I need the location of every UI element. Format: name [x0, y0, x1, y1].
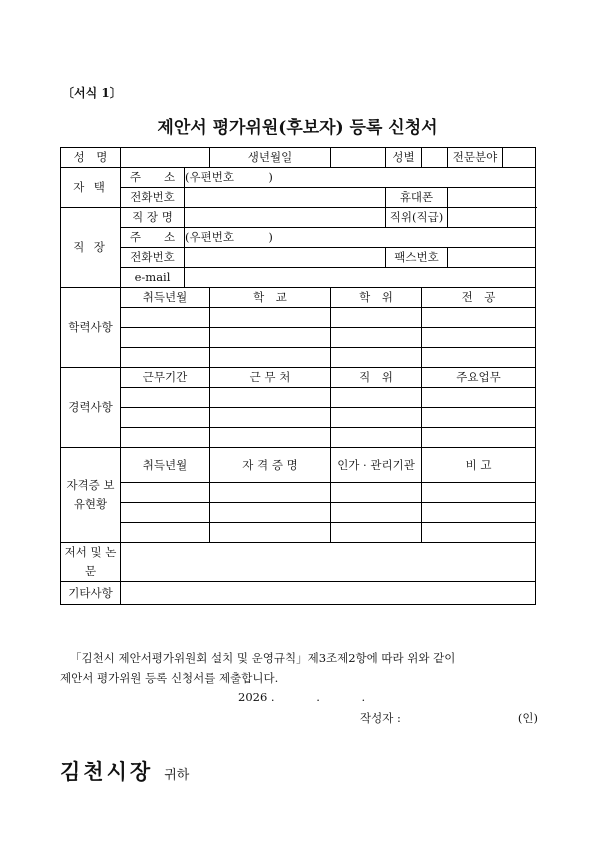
application-form-table	[60, 147, 536, 605]
other-field[interactable]	[121, 582, 536, 605]
work-name-row	[61, 208, 536, 228]
other-row	[61, 582, 536, 605]
document-title: 제안서 평가위원(후보자) 등록 신청서	[157, 118, 438, 138]
home-address-field[interactable]	[185, 168, 536, 188]
gender-label: 성별	[386, 148, 422, 168]
home-address-row	[61, 168, 536, 188]
publications-field[interactable]	[121, 543, 536, 582]
license-header-remarks: 비 고	[422, 448, 536, 483]
basic-info-row	[61, 148, 536, 168]
career-header-workplace: 근 무 처	[210, 368, 331, 388]
home-address-label: 주 소	[121, 168, 185, 188]
license-row	[61, 483, 536, 503]
career-cell[interactable]	[422, 408, 536, 428]
career-cell[interactable]	[210, 408, 331, 428]
career-cell[interactable]	[210, 428, 331, 448]
license-cell[interactable]	[331, 523, 422, 543]
license-header-row	[61, 448, 536, 483]
license-cell[interactable]	[121, 503, 210, 523]
license-cell[interactable]	[121, 483, 210, 503]
declaration-line-2: 제안서 평가위원 등록 신청서를 제출합니다.	[60, 671, 279, 685]
date-month-dot: .	[316, 690, 320, 704]
workplace-label: 직 장 명	[121, 208, 185, 228]
other-section-label: 기타사항	[61, 582, 121, 605]
submission-date	[238, 690, 365, 704]
career-cell[interactable]	[331, 388, 422, 408]
declaration-text	[60, 648, 540, 688]
education-header-major: 전 공	[422, 288, 536, 308]
date-day-dot: .	[361, 690, 366, 704]
education-row	[61, 348, 536, 368]
work-address-field[interactable]	[185, 228, 536, 248]
position-label: 직위(직급)	[386, 208, 448, 228]
signature-line	[360, 710, 538, 726]
license-header-date: 취득년월	[121, 448, 210, 483]
career-cell[interactable]	[331, 428, 422, 448]
career-cell[interactable]	[121, 428, 210, 448]
education-cell[interactable]	[121, 328, 210, 348]
recipient-line	[60, 756, 189, 786]
form-number-label: 〔서식 1〕	[62, 86, 122, 100]
career-cell[interactable]	[121, 388, 210, 408]
career-header-period: 근무기간	[121, 368, 210, 388]
home-phone-row	[61, 188, 536, 208]
position-field[interactable]	[448, 208, 536, 228]
education-cell[interactable]	[210, 328, 331, 348]
work-phone-row	[61, 248, 536, 268]
mobile-label: 휴대폰	[386, 188, 448, 208]
email-label: e-mail	[121, 268, 185, 288]
license-cell[interactable]	[210, 523, 331, 543]
license-row	[61, 503, 536, 523]
home-section-label: 자 택	[61, 168, 121, 208]
birth-date-label: 생년월일	[210, 148, 331, 168]
name-field[interactable]	[121, 148, 210, 168]
license-section-label: 자격증 보유현황	[61, 448, 121, 543]
seal-mark: (인)	[517, 711, 538, 725]
writer-label: 작성자 :	[360, 711, 401, 725]
career-row	[61, 408, 536, 428]
career-cell[interactable]	[121, 408, 210, 428]
work-section-label: 직 장	[61, 208, 121, 288]
work-phone-label: 전화번호	[121, 248, 185, 268]
workplace-field[interactable]	[185, 208, 386, 228]
gender-field[interactable]	[422, 148, 448, 168]
career-cell[interactable]	[422, 388, 536, 408]
email-field[interactable]	[185, 268, 536, 288]
career-cell[interactable]	[331, 408, 422, 428]
career-header-row	[61, 368, 536, 388]
license-cell[interactable]	[121, 523, 210, 543]
education-cell[interactable]	[210, 308, 331, 328]
work-address-row	[61, 228, 536, 248]
publications-row	[61, 543, 536, 582]
education-row	[61, 308, 536, 328]
home-phone-label: 전화번호	[121, 188, 185, 208]
education-cell[interactable]	[331, 308, 422, 328]
license-header-issuer: 인가 · 관리기관	[331, 448, 422, 483]
license-cell[interactable]	[331, 483, 422, 503]
license-cell[interactable]	[210, 483, 331, 503]
career-cell[interactable]	[210, 388, 331, 408]
education-cell[interactable]	[331, 328, 422, 348]
birth-date-field[interactable]	[331, 148, 386, 168]
date-year: 2026 .	[238, 690, 275, 704]
education-header-row	[61, 288, 536, 308]
education-cell[interactable]	[121, 348, 210, 368]
declaration-line-1: 「김천시 제안서평가위원회 설치 및 운영규칙」제3조제2항에 따라 위와 같이	[70, 651, 456, 665]
fax-field[interactable]	[448, 248, 536, 268]
career-section-label: 경력사항	[61, 368, 121, 448]
career-row	[61, 388, 536, 408]
specialty-field[interactable]	[503, 148, 536, 168]
career-header-position: 직 위	[331, 368, 422, 388]
education-header-school: 학 교	[210, 288, 331, 308]
publications-section-label: 저서 및 논문	[61, 543, 121, 582]
fax-label: 팩스번호	[386, 248, 448, 268]
home-phone-field[interactable]	[185, 188, 386, 208]
work-address-label: 주 소	[121, 228, 185, 248]
education-cell[interactable]	[422, 328, 536, 348]
license-header-name: 자 격 증 명	[210, 448, 331, 483]
recipient-mayor: 김천시장	[60, 760, 154, 784]
license-cell[interactable]	[422, 483, 536, 503]
work-email-row	[61, 268, 536, 288]
education-cell[interactable]	[331, 348, 422, 368]
career-cell[interactable]	[422, 428, 536, 448]
name-label: 성 명	[61, 148, 121, 168]
license-row	[61, 523, 536, 543]
work-phone-field[interactable]	[185, 248, 386, 268]
license-cell[interactable]	[331, 503, 422, 523]
education-header-date: 취득년월	[121, 288, 210, 308]
recipient-honorific: 귀하	[164, 768, 190, 783]
education-header-degree: 학 위	[331, 288, 422, 308]
license-cell[interactable]	[422, 523, 536, 543]
work-postal-code-text: (우편번호 )	[185, 230, 273, 244]
mobile-field[interactable]	[448, 188, 536, 208]
specialty-label: 전문분야	[448, 148, 503, 168]
career-header-duties: 주요업무	[422, 368, 536, 388]
education-row	[61, 328, 536, 348]
education-cell[interactable]	[422, 308, 536, 328]
education-cell[interactable]	[121, 308, 210, 328]
career-row	[61, 428, 536, 448]
education-cell[interactable]	[422, 348, 536, 368]
license-cell[interactable]	[210, 503, 331, 523]
home-postal-code-text: (우편번호 )	[185, 170, 273, 184]
license-cell[interactable]	[422, 503, 536, 523]
education-cell[interactable]	[210, 348, 331, 368]
education-section-label: 학력사항	[61, 288, 121, 368]
